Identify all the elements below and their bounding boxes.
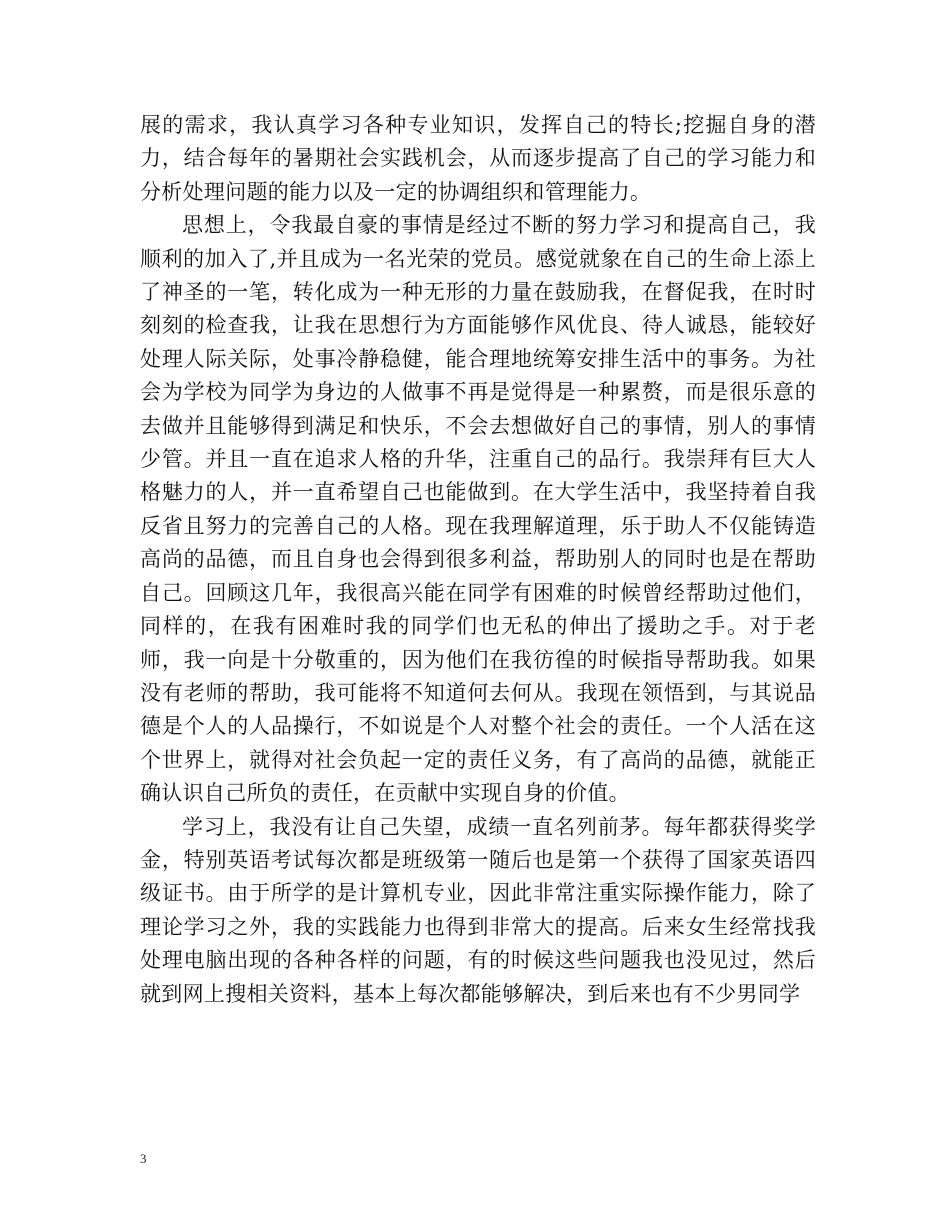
page-number: 3 [140, 1151, 147, 1166]
body-text [140, 109, 816, 1011]
paragraph-3: 学习上，我没有让自己失望，成绩一直名列前茅。每年都获得奖学金，特别英语考试每次都是班级第一随后也是第一个获得了国家英语四级证书。由于所学的是计算机专业，因此非常注重实际操作能力，除了理论学习之外，我的实践能力也得到非常大的提高。后来女生经常找我处理电脑出现的各种各样的问题，有的时候这些问题我也没见过，然后就到网上搜相关资料，基本上每次都能够解决，到后来也有不少男同学 [140, 814, 816, 1006]
paragraph-2: 思想上，令我最自豪的事情是经过不断的努力学习和提高自己，我顺利的加入了,并且成为一名光荣的党员。感觉就象在自己的生命上添上了神圣的一笔，转化成为一种无形的力量在鼓励我，在督促我，在时时刻刻的检查我，让我在思想行为方面能够作风优良、待人诚恳，能较好处理人际关际，处事冷静稳健，能合理地统筹安排生活中的事务。为社会为学校为同学为身边的人做事不再是觉得是一种累赘，而是很乐意的去做并且能够得到满足和快乐，不会去想做好自己的事情，别人的事情少管。并且一直在追求人格的升华，注重自己的品行。我崇拜有巨大人格魅力的人，并一直希望自己也能做到。在大学生活中，我坚持着自我反省且努力的完善自己的人格。现在我理解道理，乐于助人不仅能铸造高尚的品德，而且自身也会得到很多利益，帮助别人的同时也是在帮助自己。回顾这几年，我很高兴能在同学有困难的时候曾经帮助过他们，同样的，在我有困难时我的同学们也无私的伸出了援助之手。对于老师，我一向是十分敬重的，因为他们在我彷徨的时候指导帮助我。如果没有老师的帮助，我可能将不知道何去何从。我现在领悟到，与其说品德是个人的人品操行，不如说是个人对整个社会的责任。一个人活在这个世界上，就得对社会负起一定的责任义务，有了高尚的品德，就能正确认识自己所负的责任，在贡献中实现自身的价值。 [140, 213, 816, 806]
paragraph-1: 展的需求，我认真学习各种专业知识，发挥自己的特长;挖掘自身的潜力，结合每年的暑期社会实践机会，从而逐步提高了自己的学习能力和分析处理问题的能力以及一定的协调组织和管理能力。 [140, 113, 816, 204]
